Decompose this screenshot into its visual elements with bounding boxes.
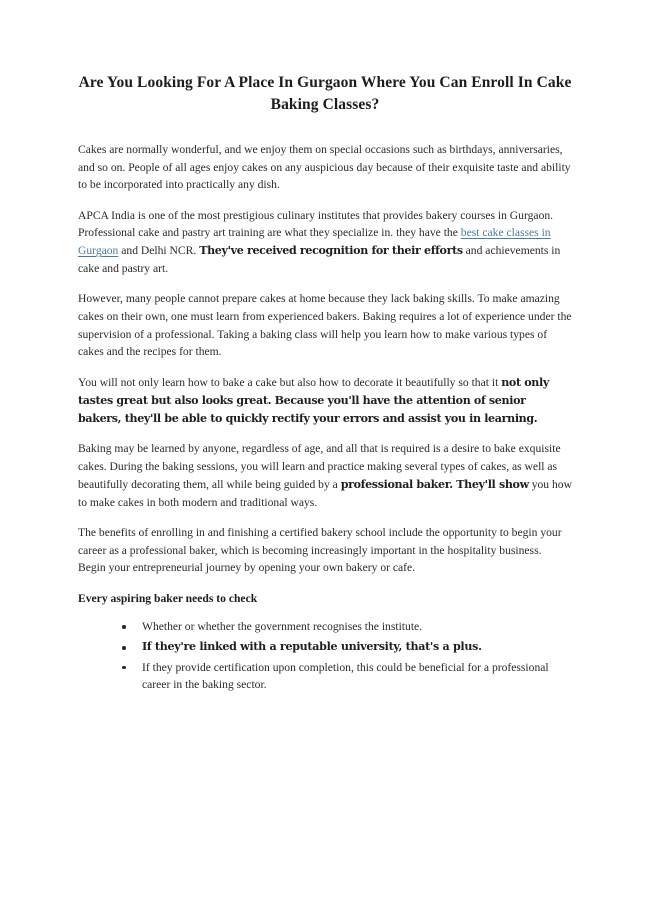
paragraph-2-text-mid: and Delhi NCR.: [118, 243, 200, 257]
paragraph-5-text-alt: professional baker. They'll show: [340, 477, 529, 491]
paragraph-4-text-lead: You will not only learn how to bake a cake but also how to decorate it beautifully so that it: [78, 375, 502, 389]
paragraph-4-text-alt: not only tastes great but also looks great. Because you'll have the attention of senior bakers, they'll be able to quickly rectify your errors and assist you in learning.: [78, 375, 549, 425]
paragraph-1: [78, 141, 572, 194]
list-item: [122, 639, 572, 656]
list-item: [122, 618, 572, 636]
paragraph-2-text-alt: They've received recognition for their efforts: [199, 243, 463, 257]
list-item-label: If they provide certification upon completion, this could be beneficial for a professional career in the baking sector.: [142, 660, 549, 692]
paragraph-3: [78, 290, 572, 360]
paragraph-2-text-lead: APCA India is one of the most prestigious culinary institutes that provides bakery courses in Gurgaon. Professional cake and pastry art training are what they specialize in. they have the: [78, 208, 554, 240]
page-title: Are You Looking For A Place In Gurgaon Where You Can Enroll In Cake Baking Classes?: [78, 74, 572, 114]
paragraph-4: [78, 374, 572, 428]
paragraph-6: [78, 524, 572, 577]
paragraph-1-text: Cakes are normally wonderful, and we enjoy them on special occasions such as birthdays, anniversaries, and so on. People of all ages enjoy cakes on any auspicious day because of their exquisite taste and ability to be incorporated into practically any dish.: [78, 142, 571, 192]
paragraph-5: [78, 440, 572, 511]
paragraph-6-text: The benefits of enrolling in and finishing a certified bakery school include the opportunity to begin your career as a professional baker, which is becoming increasingly important in the hospitality business. Begin your entrepreneurial journey by opening your own bakery or cafe.: [78, 526, 562, 575]
paragraph-5-text-tail: you how to make cakes in both modern and traditional ways.: [78, 477, 572, 509]
paragraph-2-text-tail: and achievements in cake and pastry art.: [78, 243, 561, 275]
checklist: [78, 618, 572, 694]
list-item: [122, 659, 572, 694]
document-content: [78, 72, 572, 697]
paragraph-3-text: However, many people cannot prepare cakes at home because they lack baking skills. To make amazing cakes on their own, one must learn from experienced bakers. Baking requires a lot of experience under the supervision of a professional. Taking a baking class will help you learn how to make various types of cakes and the recipes for them.: [78, 292, 572, 359]
best-cake-classes-link[interactable]: best cake classes in Gurgaon: [78, 226, 551, 257]
list-item-label: Whether or whether the government recognises the institute.: [142, 620, 423, 634]
section-heading: Every aspiring baker needs to check: [78, 591, 258, 605]
list-item-label: If they're linked with a reputable university, that's a plus.: [142, 639, 482, 653]
paragraph-2: [78, 207, 572, 278]
paragraph-5-text-lead: Baking may be learned by anyone, regardless of age, and all that is required is a desire to bake exquisite cakes. During the baking sessions, you will learn and practice making several types of cakes, as well as beautifully decorating them, all while being guided by a: [78, 442, 561, 491]
